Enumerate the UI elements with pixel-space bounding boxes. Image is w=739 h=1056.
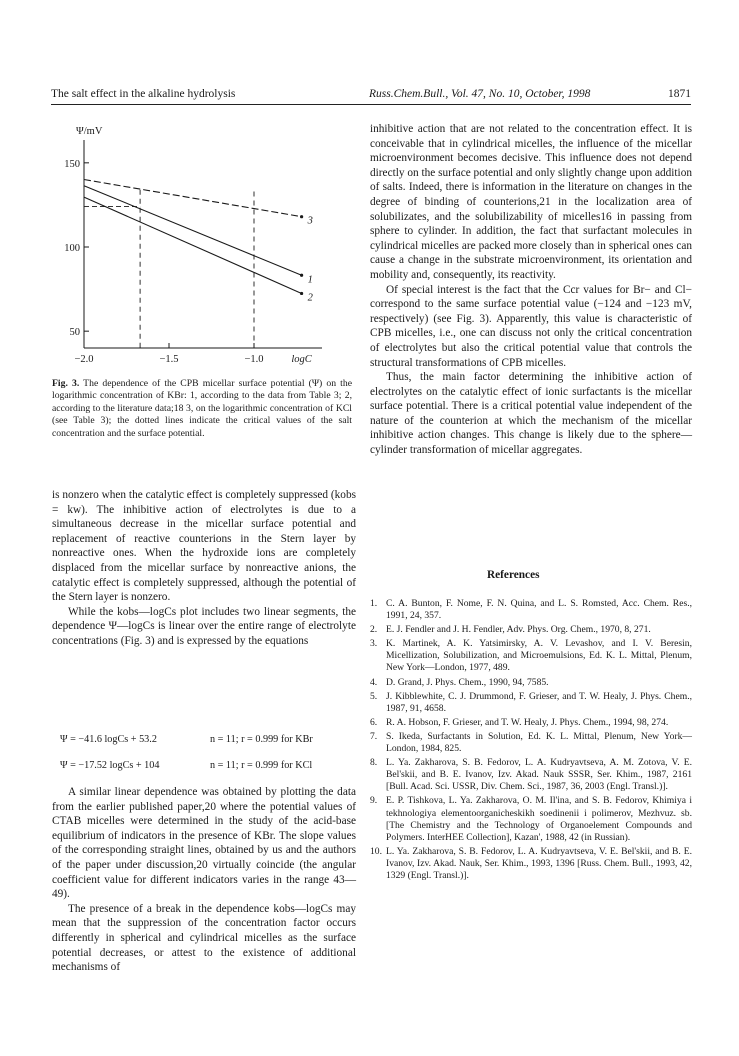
- figure-3-plot: [20, 118, 350, 368]
- reference-number: 2.: [370, 624, 378, 636]
- caption-label: Fig. 3.: [52, 378, 80, 389]
- reference-number: 5.: [370, 690, 378, 702]
- reference-number: 8.: [370, 757, 378, 769]
- paragraph: inhibitive action that are not related to the concentration effect. It is conceivable that in cylindrical micelles, the influence of the micellar microenvironment becomes decisive. This influence does not depend directly on the surface potential and only slightly change upon addition of salts. Indeed, there is information in the literature on changes in the degree of binding of counterions,21 in the localization area of solubilizates, and the solubilizability of micelles16 in passing from sphere to cylinder. In addition, the fact that surfactant molecules in cylindrical micelles are packed more closely than in spherical ones can cause a change in the substrate microenvironment, its orientation and mobility and, consequently, its reactivity.: [370, 123, 692, 281]
- figure-caption: [52, 378, 352, 440]
- equation-expression: Ψ = −17.52 logCs + 104: [60, 760, 160, 771]
- paragraph: A similar linear dependence was obtained by plotting the data from the earlier published paper,20 where the potential values of CTAB micelles were determined in the study of the acid-base equilibrium of indicators in the presence of KBr. The slope values of the corresponding straight lines, obtained by us and the authors of the paper under discussion,20 virtually coincide (the angular coefficient value for different indicators varies in the range 43—49).: [52, 786, 356, 901]
- reference-item: [370, 598, 692, 622]
- reference-item: [370, 757, 692, 793]
- reference-item: [370, 691, 692, 715]
- reference-number: 6.: [370, 716, 378, 728]
- running-title: The salt effect in the alkaline hydrolysis: [51, 88, 236, 100]
- page-number: 1871: [668, 88, 691, 100]
- series-end-point-2: [300, 292, 303, 295]
- reference-text: L. Ya. Zakharova, S. B. Fedorov, L. A. Kudryavtseva, V. E. Bel'skii, and B. E. Ivanov, Izv. Akad. Nauk, Ser. Khim., 1993, 1396 [Russ. Chem. Bull., 1993, 42, 1329 (Engl. Transl.)].: [386, 845, 692, 881]
- equation-statistics: n = 11; r = 0.999 for KCl: [210, 760, 313, 771]
- series-end-point-1: [300, 274, 303, 277]
- series-label-1: 1: [307, 274, 313, 286]
- y-tick-label: 100: [64, 243, 80, 254]
- reference-text: R. A. Hobson, F. Grieser, and T. W. Healy, J. Phys. Chem., 1994, 98, 274.: [386, 716, 669, 728]
- left-column-top: [52, 488, 356, 649]
- reference-number: 3.: [370, 638, 378, 650]
- reference-item: [370, 677, 692, 689]
- journal-citation: Russ.Chem.Bull., Vol. 47, No. 10, October, 1998: [369, 88, 591, 100]
- references-list: [370, 598, 692, 884]
- series-end-point-3: [300, 215, 303, 218]
- reference-number: 4.: [370, 676, 378, 688]
- x-tick-label: −1.5: [159, 354, 179, 365]
- series-label-3: 3: [307, 215, 313, 227]
- left-column-bottom: [52, 785, 356, 975]
- reference-number: 9.: [370, 795, 378, 807]
- reference-text: D. Grand, J. Phys. Chem., 1990, 94, 7585.: [386, 676, 549, 688]
- paragraph: The presence of a break in the dependence kobs—logCs may mean that the suppression of the concentration factor occurs differently in spherical and cylindrical micelles as the surface potential decreases, or attest to the existence of additional mechanisms of: [52, 902, 356, 974]
- reference-text: J. Kibblewhite, C. J. Drummond, F. Grieser, and T. W. Healy, J. Phys. Chem., 1987, 91, 4658.: [386, 690, 692, 714]
- reference-text: E. P. Tishkova, L. Ya. Zakharova, O. M. Il'ina, and S. B. Fedorov, Khimiya i tekhnologiya elementoorganicheskikh soedinenii i polimerov, Mezhvuz. sb. [The Chemistry and the Technology of Organoelement Compounds and Polymers. InterHEE Collection], Kazan', 1988, 42 (in Russian).: [386, 795, 692, 843]
- reference-item: [370, 731, 692, 755]
- reference-item: [370, 717, 692, 729]
- running-header: [51, 88, 691, 105]
- reference-text: E. J. Fendler and J. H. Fendler, Adv. Phys. Org. Chem., 1970, 8, 271.: [386, 624, 651, 636]
- series-label-2: 2: [307, 292, 313, 304]
- equation-expression: Ψ = −41.6 logCs + 53.2: [60, 734, 157, 745]
- paragraph: Thus, the main factor determining the inhibitive action of electrolytes on the catalytic effect of ionic surfactants is the micellar surface potential. There is a critical potential value independent of the nature of the counterion at which the mechanism of the micellar inhibitive action changes. This change is likely due to the sphere—cylinder transformation of micellar aggregates.: [370, 371, 692, 457]
- y-tick-label: 150: [64, 158, 80, 170]
- reference-number: 10.: [370, 845, 382, 857]
- y-tick-label: 50: [69, 327, 80, 339]
- reference-number: 7.: [370, 730, 378, 742]
- x-tick-label: −2.0: [74, 354, 94, 365]
- caption-text: The dependence of the CPB micellar surface potential (Ψ) on the logarithmic concentration of KBr: 1, according to the data from Table 3; 2, according to the literature data;18 3, on the logarithmic concentration of KCl (see Table 3); the dotted lines indicate the critical values of the salt concentration and the surface potential.: [52, 378, 352, 439]
- reference-text: K. Martinek, A. K. Yatsimirsky, A. V. Levashov, and I. V. Beresin, Micellization, Solubilization, and Microemulsions, Ed. K. L. Mittal, Plenum, New York—London, 1977, 489.: [386, 638, 692, 674]
- x-tick-label: −1.0: [244, 354, 264, 365]
- reference-text: S. Ikeda, Surfactants in Solution, Ed. K. L. Mittal, Plenum, New York—London, 1984, 825.: [386, 730, 692, 755]
- reference-item: [370, 638, 692, 674]
- paragraph: Of special interest is the fact that the Ccr values for Br− and Cl− correspond to the same surface potential value (−124 and −123 mV, respectively) (see Fig. 3). Apparently, this value is characteristic of CPB micelles, i.e., one can discuss not only the critical concentration of electrolytes but also the critical potential value that controls the structural transformations of CPB micelles.: [370, 283, 692, 369]
- reference-number: 1.: [370, 598, 378, 609]
- references-heading: References: [487, 569, 540, 581]
- reference-text: C. A. Bunton, F. Nome, F. N. Quina, and L. S. Romsted, Acc. Chem. Res., 1991, 24, 357.: [386, 598, 692, 622]
- reference-item: [370, 846, 692, 882]
- paragraph: While the kobs—logCs plot includes two linear segments, the dependence Ψ—logCs is linear over the entire range of electrolyte concentrations (Fig. 3) and is expressed by the equations: [52, 605, 356, 647]
- equation-statistics: n = 11; r = 0.999 for KBr: [210, 734, 313, 745]
- series-line-1: [84, 186, 302, 276]
- series-line-2: [84, 197, 302, 293]
- paragraph: is nonzero when the catalytic effect is completely suppressed (kobs = kw). The inhibitive action of electrolytes is due to a simultaneous decrease in the micellar surface potential and replacement of reactive counterions in the Stern layer by nonreactive ones. When the hydroxide ions are completely displaced from the micellar surface by nonreactive anions, the catalytic effect is completely suppressed, although the potential of the Stern layer is nonzero.: [52, 489, 356, 604]
- reference-item: [370, 624, 692, 636]
- reference-item: [370, 795, 692, 843]
- reference-text: L. Ya. Zakharova, S. B. Fedorov, L. A. Kudryavtseva, A. M. Zotova, V. E. Bel'skii, and B. E. Ivanov, Izv. Akad. Nauk SSSR, Ser. Khim., 1987, 2161 [Bull. Acad. Sci. USSR, Div. Chem. Sci., 1987, 36, 2003 (Engl. Transl.)].: [386, 757, 692, 793]
- x-axis-label: logC: [291, 354, 312, 365]
- right-column: [370, 122, 692, 458]
- y-axis-label: Ψ/mV: [76, 126, 103, 137]
